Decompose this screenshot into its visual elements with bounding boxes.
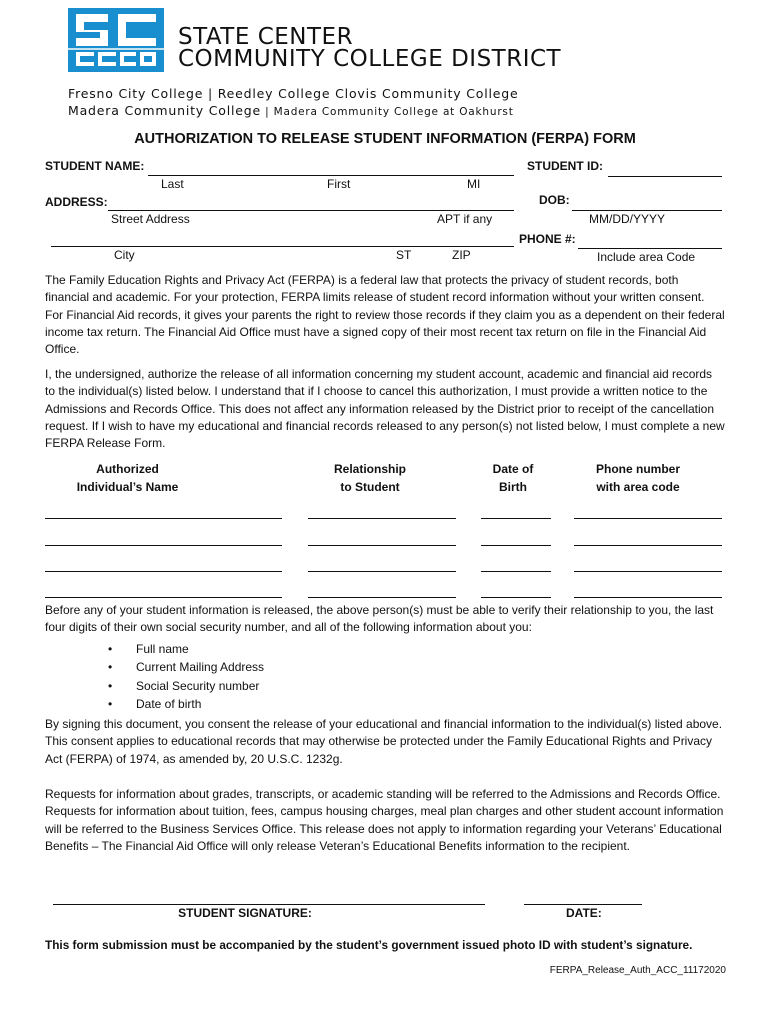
verification-list <box>108 640 264 713</box>
street-address-field[interactable] <box>108 210 514 211</box>
authorization-paragraph: I, the undersigned, authorize the release of all information concerning my student account, academic and financial aid records to the individual(s) listed below. I understand that if I choose to cancel this authorization, I must provide a written notice to the Admissions and Records Office. This does not affect any information released by the District prior to receipt of the cancellation request. If I wish to have my educational and financial records released to any person(s) not listed below, I must complete a new FERPA Release Form. <box>45 367 725 451</box>
col3-line2: Birth <box>499 480 527 494</box>
form-title: AUTHORIZATION TO RELEASE STUDENT INFORMATION (FERPA) FORM <box>134 131 636 147</box>
relationship-header <box>320 460 420 496</box>
dob-label: DOB: <box>539 193 570 207</box>
col4-line1: Phone number <box>595 462 680 476</box>
apt-caption: APT if any <box>437 212 493 226</box>
list-item: • Date of birth <box>108 695 264 713</box>
street-address-caption: Street Address <box>111 212 190 226</box>
colleges-line2 <box>68 102 514 120</box>
dob-field-1[interactable] <box>481 518 551 519</box>
student-signature-label: STUDENT SIGNATURE: <box>178 906 312 920</box>
relationship-field-3[interactable] <box>308 571 456 572</box>
student-signature-field[interactable] <box>53 904 485 905</box>
college-madera: Madera Community College <box>68 103 261 118</box>
relationship-field-2[interactable] <box>308 545 456 546</box>
phone-number-header <box>578 460 698 496</box>
district-name-line1: STATE CENTER <box>178 24 354 50</box>
individual-name-field-1[interactable] <box>45 518 282 519</box>
district-name-line2: COMMUNITY COLLEGE DISTRICT <box>178 46 562 72</box>
signature-date-label: DATE: <box>566 906 602 920</box>
city-caption: City <box>114 248 135 262</box>
col4-line2: with area code <box>596 480 680 494</box>
phone-field-1[interactable] <box>574 518 722 519</box>
student-id-field[interactable] <box>608 176 722 177</box>
col3-line1: Date of <box>492 462 534 476</box>
col2-line2: to Student <box>340 480 400 494</box>
middle-initial-caption: MI <box>467 177 481 191</box>
phone-field-4[interactable] <box>574 597 722 598</box>
col1-line1: Authorized <box>96 462 159 476</box>
consent-paragraph: By signing this document, you consent the release of your educational and financial information to the individual(s) listed above. This consent applies to educational records that may otherwise be protected under the Family Educational Rights and Privacy Act (FERPA) of 1974, as amended by, 20 U.S.C. 1232g. <box>45 717 723 766</box>
state-caption: ST <box>396 248 412 262</box>
list-item: • Social Security number <box>108 677 264 695</box>
dob-format-caption: MM/DD/YYYY <box>589 212 666 226</box>
city-state-zip-field[interactable] <box>51 246 514 247</box>
individual-name-field-3[interactable] <box>45 571 282 572</box>
phone-label: PHONE #: <box>519 232 576 246</box>
dob-field-2[interactable] <box>481 545 551 546</box>
colleges-line1: Fresno City College | Reedley College Clovis Community College <box>68 86 519 101</box>
student-name-field[interactable] <box>148 175 514 176</box>
address-label: ADDRESS: <box>45 195 108 209</box>
form-code: FERPA_Release_Auth_ACC_11172020 <box>549 965 726 976</box>
date-of-birth-header <box>478 460 548 496</box>
student-id-label: STUDENT ID: <box>527 159 603 173</box>
dob-field-4[interactable] <box>481 597 551 598</box>
col1-line2: Individual’s Name <box>76 480 179 494</box>
relationship-field-4[interactable] <box>308 597 456 598</box>
ferpa-intro-paragraph: The Family Education Rights and Privacy Act (FERPA) is a federal law that protects the privacy of student records, both financial and academic. For your protection, FERPA limits release of student record information without your written consent. For Financial Aid records, it gives your parents the right to review those records if they claim you as a dependent on their federal income tax return. The Financial Aid Office must have a signed copy of their most recent tax return on file in the Financial Aid Office. <box>45 273 725 357</box>
last-name-caption: Last <box>161 177 184 191</box>
list-item: • Current Mailing Address <box>108 658 264 676</box>
individual-name-field-2[interactable] <box>45 545 282 546</box>
phone-field[interactable] <box>578 248 722 249</box>
dob-field-3[interactable] <box>481 571 551 572</box>
col2-line1: Relationship <box>333 462 406 476</box>
zip-caption: ZIP <box>452 248 471 262</box>
photo-id-notice: This form submission must be accompanied by the student’s government issued photo ID with student’s signature. <box>45 938 693 952</box>
scccd-logo-icon <box>68 8 164 72</box>
dob-field[interactable] <box>572 210 722 211</box>
phone-field-2[interactable] <box>574 545 722 546</box>
list-item: • Full name <box>108 640 264 658</box>
requests-paragraph: Requests for information about grades, transcripts, or academic standing will be referred to the Admissions and Records Office. Requests for information about tuition, fees, campus housing charges, meal plan charges and other student account information will be referred to the Business Services Office. This release does not apply to information regarding your Veterans’ Educational Benefits – The Financial Aid Office will only release Veteran’s Educational Benefits information to the recipient. <box>45 787 724 853</box>
verification-paragraph: Before any of your student information is released, the above person(s) must be able to verify their relationship to you, the last four digits of their own social security number, and all of the following information about you: <box>45 603 714 635</box>
relationship-field-1[interactable] <box>308 518 456 519</box>
authorized-individual-header <box>55 460 200 496</box>
individual-name-field-4[interactable] <box>45 597 282 598</box>
phone-field-3[interactable] <box>574 571 722 572</box>
signature-date-field[interactable] <box>524 904 642 905</box>
first-name-caption: First <box>327 177 351 191</box>
area-code-caption: Include area Code <box>597 250 696 264</box>
student-name-label: STUDENT NAME: <box>45 159 145 173</box>
district-logo <box>68 8 164 72</box>
college-oakhurst: | Madera Community College at Oakhurst <box>261 106 514 118</box>
